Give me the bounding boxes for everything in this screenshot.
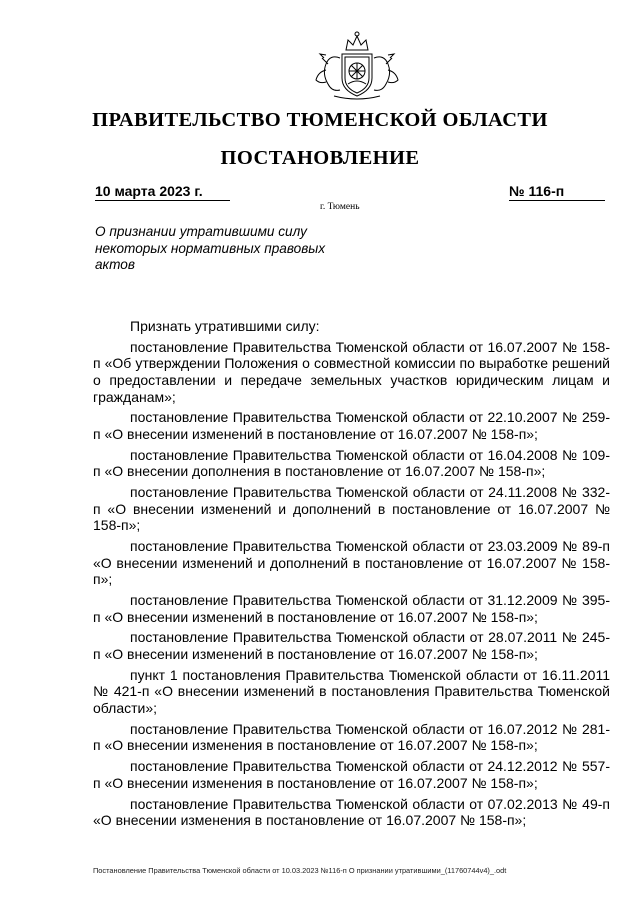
document-subject: О признании утратившими силу некоторых нормативных правовых актов	[95, 224, 326, 272]
document-number: № 116-п	[509, 183, 605, 201]
body-item: постановление Правительства Тюменской области от 31.12.2009 № 395-п «О внесении изменений в постановление от 16.07.2007 № 158-п»;	[93, 592, 610, 625]
document-city: г. Тюмень	[320, 202, 360, 212]
body-item: постановление Правительства Тюменской области от 23.03.2009 № 89-п «О внесении изменений и дополнений в постановление от 16.07.2007 № 158-п»;	[93, 538, 610, 588]
document-body	[93, 318, 610, 833]
body-intro: Признать утратившими силу:	[130, 318, 320, 334]
body-item: постановление Правительства Тюменской области от 24.11.2008 № 332-п «О внесении изменений и дополнений в постановление от 16.07.2007 № 158-п»;	[93, 484, 610, 534]
body-item: постановление Правительства Тюменской области от 07.02.2013 № 49-п «О внесении изменения в постановление от 16.07.2007 № 158-п»;	[93, 795, 610, 829]
body-item: постановление Правительства Тюменской области от 16.04.2008 № 109-п «О внесении дополнения в постановление от 16.07.2007 № 158-п»;	[93, 446, 610, 480]
government-title: ПРАВИТЕЛЬСТВО ТЮМЕНСКОЙ ОБЛАСТИ	[92, 109, 548, 131]
body-item: постановление Правительства Тюменской области от 22.10.2007 № 259-п «О внесении изменений в постановление от 16.07.2007 № 158-п»;	[93, 409, 610, 442]
page-footer: Постановление Правительства Тюменской области от 10.03.2023 №116-п О признании утратившими_(11760744v4)_.odt	[93, 866, 507, 875]
document-date: 10 марта 2023 г.	[95, 183, 230, 201]
body-item: постановление Правительства Тюменской области от 16.07.2007 № 158-п «Об утверждении Положения о совместной комиссии по выработке решений о предоставлении и передаче земельных участков юридическим лицам и гражданам»;	[93, 338, 610, 405]
body-item: постановление Правительства Тюменской области от 16.07.2012 № 281-п «О внесении изменения в постановление от 16.07.2007 № 158-п»;	[93, 720, 610, 754]
coat-of-arms-icon	[312, 28, 402, 104]
body-item: пункт 1 постановления Правительства Тюменской области от 16.11.2011 № 421-п «О внесении изменений в постановления Правительства Тюменской области»;	[93, 666, 610, 716]
body-item: постановление Правительства Тюменской области от 28.07.2011 № 245-п «О внесении изменений в постановление от 16.07.2007 № 158-п»;	[93, 629, 610, 662]
document-type-title: ПОСТАНОВЛЕНИЕ	[220, 147, 420, 169]
body-item: постановление Правительства Тюменской области от 24.12.2012 № 557-п «О внесении изменения в постановление от 16.07.2007 № 158-п»;	[93, 758, 610, 791]
